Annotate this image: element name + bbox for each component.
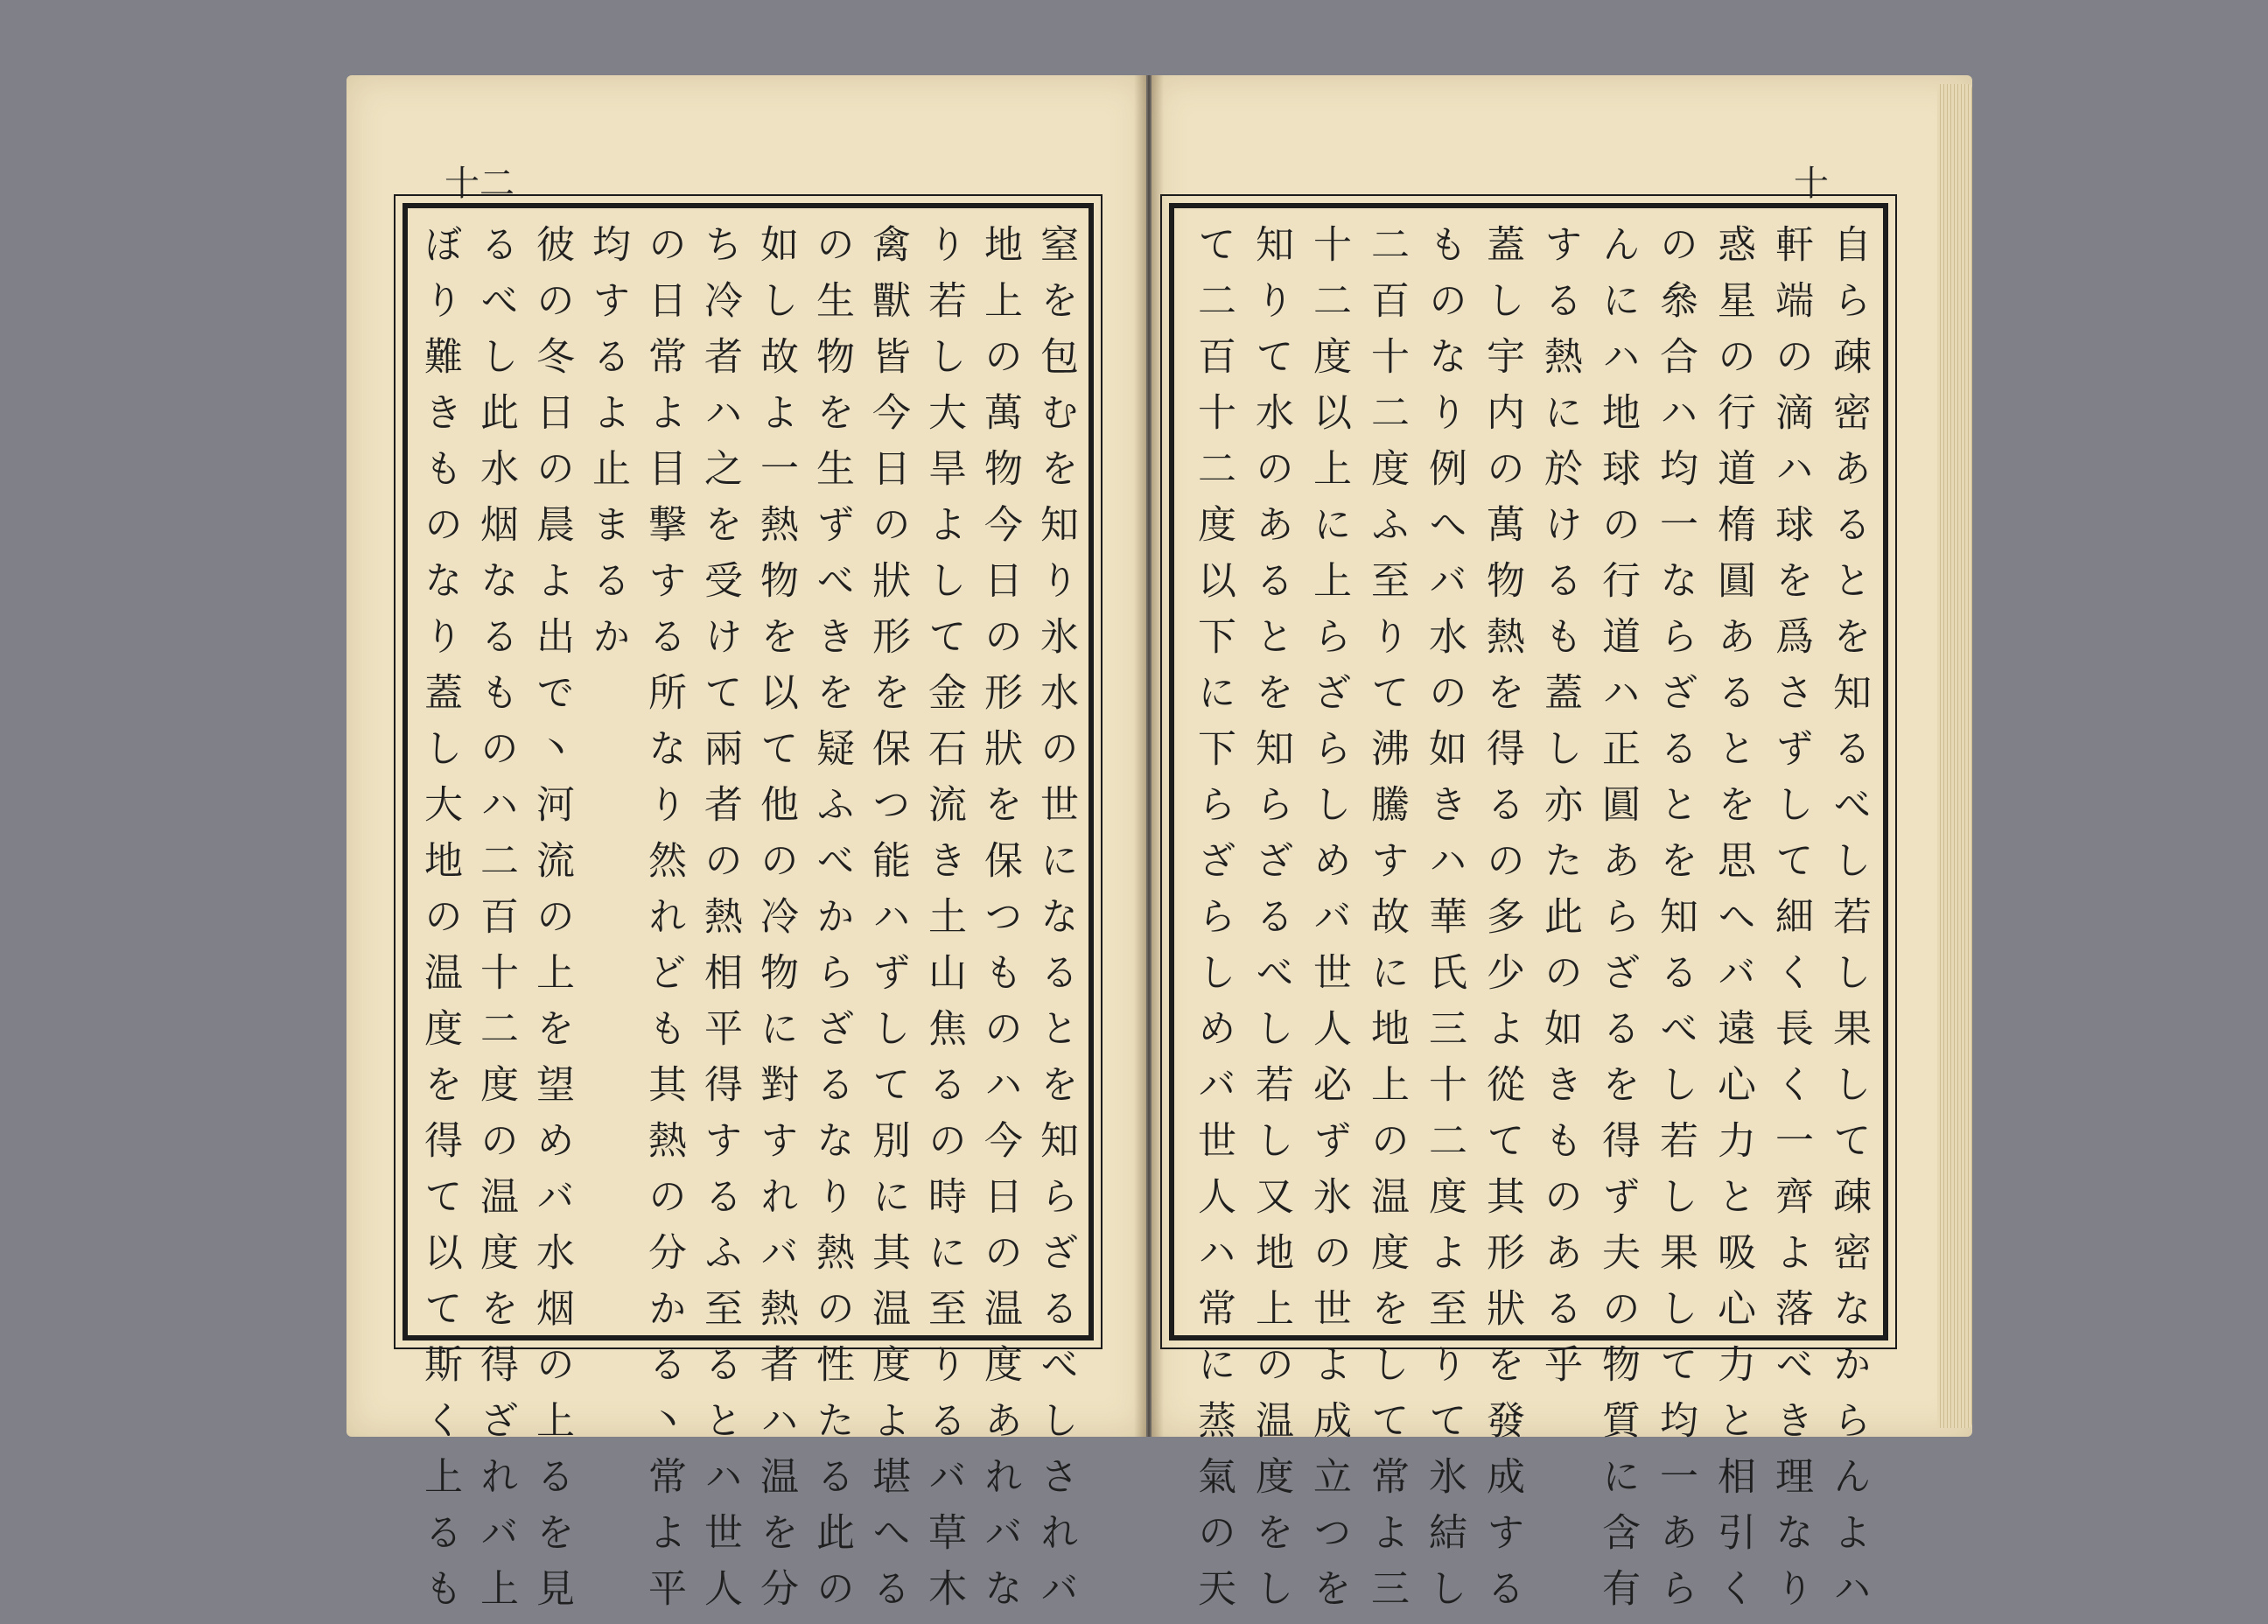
- text-column: 蓋し宇内の萬物熱を得るの多少よ從て其形狀を發成する: [1480, 224, 1524, 1624]
- text-column: 如し故よ一熱物を以て他の冷物に對すれバ熱者ハ温を分: [753, 224, 798, 1624]
- text-column: んにハ地球の行道ハ正圓あらざるを得ず夫の物質に含有: [1595, 224, 1640, 1624]
- text-column: ものなり例へバ水の如きハ華氏三十二度よ至りて氷結し: [1422, 224, 1466, 1624]
- book-gutter: [1134, 75, 1164, 1437]
- right-page: [1152, 75, 1972, 1624]
- open-book: [346, 75, 1972, 1624]
- text-column: の日常よ目撃する所なり然れども其熱の分かる丶常よ平: [641, 224, 686, 1624]
- page-edges: [1937, 84, 1972, 1428]
- text-column: の生物を生ずべきを疑ふべからざるなり熱の性たる此の: [809, 224, 854, 1624]
- text-column: て二百十二度以下に下らざらしめバ世人ハ常に蒸氣の天: [1191, 224, 1236, 1624]
- text-frame: [1169, 203, 1888, 1624]
- text-column: るべし此水烟なるものハ二百十二度の温度を得ざれバ上: [473, 224, 518, 1624]
- text-column: する熱に於けるも蓋し亦た此の如きものある乎: [1537, 224, 1582, 1400]
- page-number: 十: [1794, 164, 1829, 204]
- text-frame: [402, 203, 1094, 1624]
- text-column: ぼり難きものなり蓋し大地の温度を得て以て斯く上るも: [417, 224, 462, 1624]
- text-column: の叅合ハ均一ならざるとを知るべし若し果して均一あら: [1653, 224, 1698, 1624]
- text-column: 彼の冬日の晨よ出で丶河流の上を望めバ水烟の上るを見: [529, 224, 574, 1624]
- text-column: 地上の萬物今日の形狀を保つものハ今日の温度あれバな: [977, 224, 1022, 1624]
- text-column: 二百十二度ふ至りて沸騰す故に地上の温度をして常よ三: [1364, 224, 1409, 1624]
- text-column: り若し大旱よして金石流き土山焦るの時に至りるバ草木: [921, 224, 966, 1624]
- text-column: 窒を包むを知り氷水の世になるとを知らざるべしされバ: [1033, 224, 1078, 1624]
- text-column: 軒端の滴ハ球を爲さずして細く長く一齊よ落べき理なり: [1768, 224, 1813, 1624]
- text-column: 均するよ止まるか: [585, 224, 630, 672]
- text-column: 十二度以上に上らざらしめバ世人必ず氷の世よ成立つを: [1306, 224, 1351, 1624]
- text-column: 禽獸皆今日の狀形を保つ能ハずして別に其温度よ堪へる: [865, 224, 910, 1624]
- text-column: 知りて水のあるとを知らざるべし若し又地上の温度をし: [1249, 224, 1293, 1624]
- text-column: 惑星の行道楕圓あるとを思へバ遠心力と吸心力と相引く: [1711, 224, 1755, 1624]
- page-number: 十二: [444, 164, 514, 204]
- text-column: ち冷者ハ之を受けて兩者の熱相平得するふ至るとハ世人: [697, 224, 742, 1624]
- text-column: 自ら疎密あるとを知るべし若し果して疎密なからんよハ: [1826, 224, 1871, 1624]
- left-page: [346, 75, 1146, 1624]
